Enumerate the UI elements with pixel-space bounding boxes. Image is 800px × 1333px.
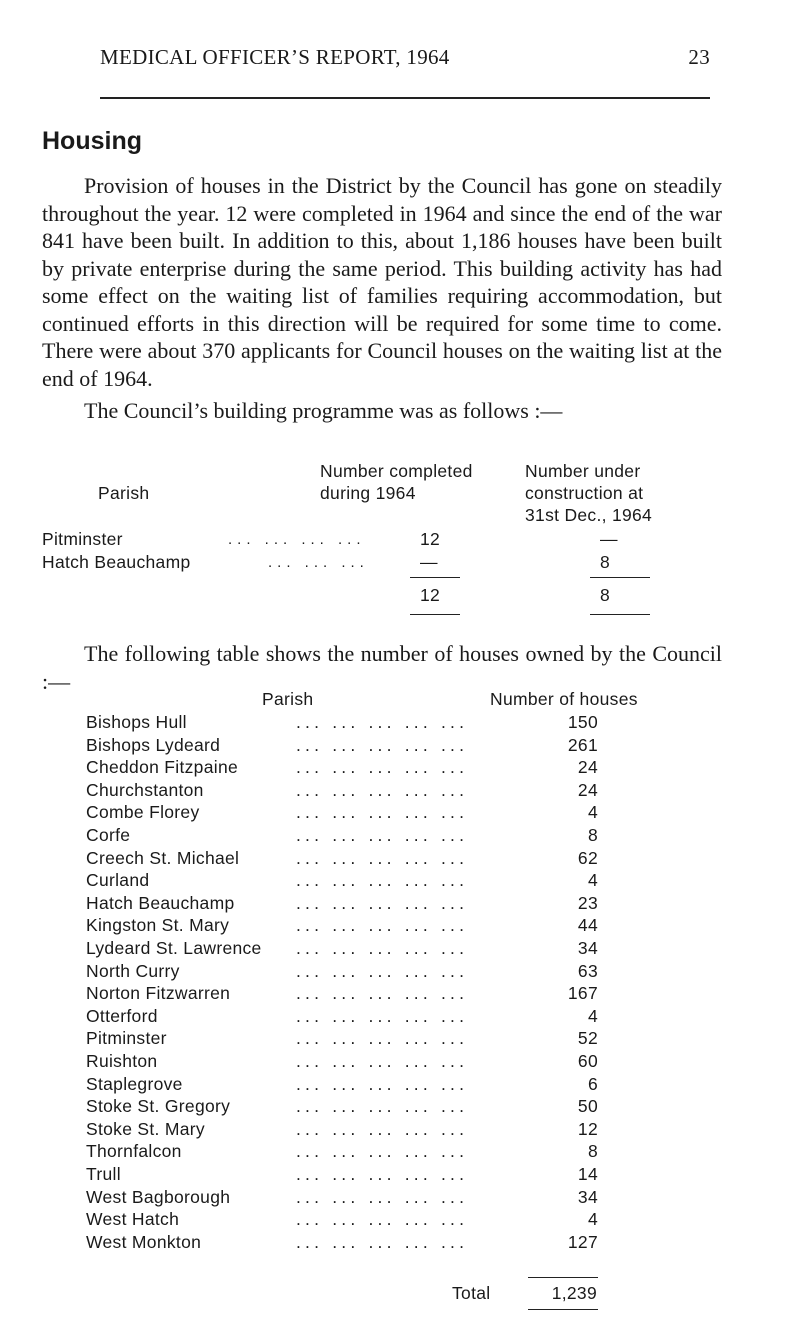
house-count: 62	[577, 847, 598, 868]
table-row	[86, 870, 598, 892]
table-row	[86, 757, 598, 779]
house-count: 8	[587, 825, 598, 845]
leader-dots: ... ... ... ... ...	[296, 1141, 469, 1162]
total-rule	[528, 1309, 598, 1310]
leader-dots: ... ... ... ... ...	[296, 779, 469, 800]
house-count: 34	[577, 938, 598, 958]
table-row	[86, 1006, 598, 1028]
house-count: 4	[587, 802, 598, 823]
parish-name: Trull	[86, 1164, 121, 1184]
total-rule	[528, 1277, 598, 1278]
leader-dots: ... ... ... ...	[228, 531, 366, 548]
leader-dots: ... ... ... ... ...	[296, 847, 469, 868]
parish-name: Bishops Lydeard	[86, 734, 221, 755]
house-count: 34	[577, 1186, 598, 1207]
table-row	[86, 961, 598, 983]
parish-name: Bishops Hull	[86, 712, 187, 732]
table-row	[86, 1074, 598, 1096]
table-row	[86, 802, 598, 824]
paragraph-text: Provision of houses in the District by the Council has gone on steadily throughout the year. 12 were completed in 1964 and since the end of the war 841 have been built. In addition to this, about 1,186 houses have been built by private enterprise during the same period. This building activity has had some effect on the waiting list of families requiring accommodation, but continued efforts in this direction will be required for some time to come. There were about 370 applicants for Council houses on the waiting list at the end of 1964.	[42, 173, 722, 391]
leader-dots: ... ... ...	[268, 554, 369, 571]
parish-name: Otterford	[86, 1005, 158, 1026]
programme-col-completed-line1: Number completed	[320, 461, 473, 481]
parish-name: Hatch Beauchamp	[86, 892, 235, 913]
house-count: 167	[567, 983, 598, 1004]
table-row	[86, 938, 598, 960]
owned-total-label: Total	[452, 1283, 491, 1303]
table-row	[86, 1164, 598, 1186]
table-row	[86, 780, 598, 802]
table-row	[86, 1141, 598, 1163]
house-count: 23	[577, 892, 598, 913]
parish-name: Cheddon Fitzpaine	[86, 757, 239, 778]
programme-row-parish: Hatch Beauchamp	[42, 552, 191, 572]
house-count: 24	[577, 779, 598, 800]
parish-name: Kingston St. Mary	[86, 915, 230, 936]
house-count: 44	[577, 915, 598, 936]
table-row	[86, 893, 598, 915]
house-count: 4	[587, 1209, 598, 1230]
house-count: 60	[577, 1051, 598, 1071]
leader-dots: ... ... ... ... ...	[296, 915, 469, 936]
table-row	[86, 1187, 598, 1209]
parish-name: Curland	[86, 870, 150, 891]
leader-dots: ... ... ... ... ...	[296, 1164, 469, 1184]
programme-col-under-line1: Number under	[525, 461, 641, 481]
parish-name: North Curry	[86, 960, 180, 981]
programme-col-under-line2: construction at	[525, 483, 644, 503]
parish-name: Churchstanton	[86, 779, 204, 800]
parish-name: Staplegrove	[86, 1073, 183, 1094]
house-count: 261	[567, 734, 598, 755]
programme-col-parish: Parish	[98, 483, 150, 503]
programme-row-completed: 12	[420, 529, 441, 549]
leader-dots: ... ... ... ... ...	[296, 1051, 469, 1071]
house-count: 63	[577, 960, 598, 981]
programme-total-under: 8	[600, 585, 611, 605]
house-count: 4	[587, 1005, 598, 1026]
leader-dots: ... ... ... ... ...	[296, 983, 469, 1004]
programme-row-under: 8	[600, 552, 611, 572]
parish-name: West Hatch	[86, 1209, 180, 1230]
parish-name: Norton Fitzwarren	[86, 983, 231, 1004]
house-count: 6	[587, 1073, 598, 1094]
owned-intro-text: The following table shows the number of houses owned by the Council :—	[42, 641, 722, 694]
house-count: 127	[567, 1231, 598, 1252]
table-row	[86, 825, 598, 847]
house-count: 24	[577, 757, 598, 778]
leader-dots: ... ... ... ... ...	[296, 712, 469, 732]
page-number: 23	[688, 45, 710, 69]
programme-col-under-line3: 31st Dec., 1964	[525, 505, 653, 525]
leader-dots: ... ... ... ... ...	[296, 1209, 469, 1230]
parish-name: Stoke St. Gregory	[86, 1096, 231, 1117]
parish-name: West Bagborough	[86, 1186, 231, 1207]
programme-col-completed-line2: during 1964	[320, 483, 416, 503]
programme-row-parish: Pitminster	[42, 529, 123, 549]
leader-dots: ... ... ... ... ...	[296, 1005, 469, 1026]
leader-dots: ... ... ... ... ...	[296, 960, 469, 981]
section-title: Housing	[42, 127, 142, 155]
leader-dots: ... ... ... ... ...	[296, 1186, 469, 1207]
leader-dots: ... ... ... ... ...	[296, 1231, 469, 1252]
leader-dots: ... ... ... ... ...	[296, 825, 469, 845]
table-row	[86, 983, 598, 1005]
parish-name: Stoke St. Mary	[86, 1118, 205, 1139]
leader-dots: ... ... ... ... ...	[296, 1096, 469, 1117]
house-count: 8	[587, 1141, 598, 1162]
table-row	[86, 1232, 598, 1254]
table-row	[86, 1209, 598, 1231]
house-count: 52	[577, 1028, 598, 1049]
programme-row-under: —	[600, 529, 618, 549]
owned-col-parish: Parish	[262, 689, 314, 709]
parish-name: Pitminster	[86, 1028, 167, 1049]
house-count: 4	[587, 870, 598, 891]
parish-name: Creech St. Michael	[86, 847, 240, 868]
leader-dots: ... ... ... ... ...	[296, 870, 469, 891]
leader-dots: ... ... ... ... ...	[296, 1118, 469, 1139]
parish-name: Lydeard St. Lawrence	[86, 938, 262, 958]
leader-dots: ... ... ... ... ...	[296, 802, 469, 823]
programme-intro: The Council’s building programme was as follows :—	[84, 398, 563, 423]
table-row	[86, 712, 598, 734]
table-row	[86, 1028, 598, 1050]
table-row	[86, 848, 598, 870]
table-row	[86, 1119, 598, 1141]
programme-total-completed: 12	[420, 585, 441, 605]
leader-dots: ... ... ... ... ...	[296, 892, 469, 913]
programme-row-completed: —	[420, 552, 438, 572]
house-count: 50	[577, 1096, 598, 1117]
table-row	[86, 1051, 598, 1073]
table-row	[86, 735, 598, 757]
report-title: MEDICAL OFFICER’S REPORT, 1964	[100, 45, 450, 69]
leader-dots: ... ... ... ... ...	[296, 734, 469, 755]
leader-dots: ... ... ... ... ...	[296, 1028, 469, 1049]
table-row	[86, 1096, 598, 1118]
parish-name: Combe Florey	[86, 802, 200, 823]
parish-name: Ruishton	[86, 1051, 158, 1071]
house-count: 14	[577, 1164, 598, 1184]
table-row	[86, 915, 598, 937]
house-count: 12	[577, 1118, 598, 1139]
house-count: 150	[567, 712, 598, 732]
leader-dots: ... ... ... ... ...	[296, 757, 469, 778]
parish-name: Thornfalcon	[86, 1141, 182, 1162]
owned-col-number: Number of houses	[490, 689, 638, 709]
parish-name: Corfe	[86, 825, 131, 845]
parish-name: West Monkton	[86, 1231, 202, 1252]
leader-dots: ... ... ... ... ...	[296, 1073, 469, 1094]
leader-dots: ... ... ... ... ...	[296, 938, 469, 958]
owned-total-value: 1,239	[551, 1283, 597, 1303]
